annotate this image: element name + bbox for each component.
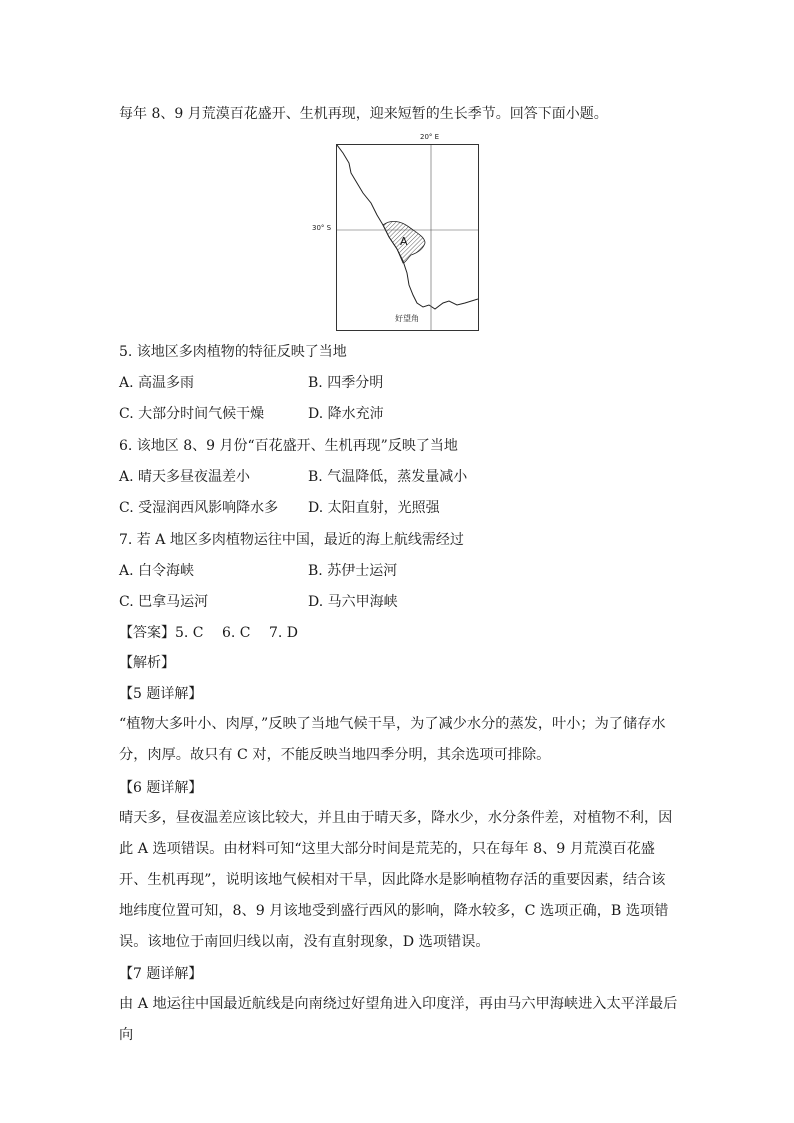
intro-text: 每年 8、9 月荒漠百花盛开、生机再现，迎来短暂的生长季节。回答下面小题。 (119, 106, 608, 122)
q5-option-d: D. 降水充沛 (308, 406, 384, 422)
q7-detail-title: 【7 题详解】 (119, 966, 203, 982)
map-svg (337, 145, 478, 330)
question-7-stem: 7. 若 A 地区多肉植物运往中国，最近的海上航线需经过 (119, 532, 464, 548)
region-a-label: A (400, 235, 408, 248)
q5-detail-text: “植物大多叶小、肉厚，”反映了当地气候干旱，为了减少水分的蒸发，叶小；为了储存水分，肉厚。故只有 C 对，不能反映当地四季分明，其余选项可排除。 (119, 716, 666, 763)
q7-option-a: A. 白令海峡 (119, 563, 195, 579)
cape-label: 好望角 (395, 314, 419, 323)
map-latitude-label: 30° S (312, 224, 332, 232)
q6-detail-title: 【6 题详解】 (119, 780, 203, 796)
q6-option-a: A. 晴天多昼夜温差小 (119, 469, 251, 485)
q6-option-b: B. 气温降低，蒸发量减小 (308, 469, 468, 485)
q7-option-c: C. 巴拿马运河 (119, 594, 209, 610)
answer-line: 【答案】5. C 6. C 7. D (119, 625, 298, 641)
q7-option-d: D. 马六甲海峡 (308, 594, 398, 610)
question-5-stem: 5. 该地区多肉植物的特征反映了当地 (119, 344, 347, 360)
q5-option-b: B. 四季分明 (308, 375, 384, 391)
q6-option-c: C. 受湿润西风影响降水多 (119, 500, 279, 516)
analysis-title: 【解析】 (119, 655, 175, 671)
q5-detail-title: 【5 题详解】 (119, 686, 203, 702)
question-6-stem: 6. 该地区 8、9 月份“百花盛开、生机再现”反映了当地 (119, 438, 458, 454)
q7-option-b: B. 苏伊士运河 (308, 563, 398, 579)
q5-option-c: C. 大部分时间气候干燥 (119, 406, 265, 422)
map-longitude-label: 20° E (420, 133, 440, 141)
q6-option-d: D. 太阳直射，光照强 (308, 500, 440, 516)
map-figure (336, 144, 479, 331)
q5-option-a: A. 高温多雨 (119, 375, 195, 391)
q6-detail-text: 晴天多，昼夜温差应该比较大，并且由于晴天多，降水少，水分条件差，对植物不利，因此 A 选项错误。由材料可知“这里大部分时间是荒芜的，只在每年 8、9 月荒漠百花盛开、生机再现”，说明该地气候相对干旱，因此降水是影响植物存活的重要因素，结合该地纬度位置可知，8、9 月该地受到盛行西风的影响，降水较多，C 选项正确，B 选项错误。该地位于南回归线以南，没有直射现象，D 选项错误。 (119, 810, 673, 950)
q7-detail-text: 由 A 地运往中国最近航线是向南绕过好望角进入印度洋，再由马六甲海峡进入太平洋最后向 (119, 996, 678, 1043)
